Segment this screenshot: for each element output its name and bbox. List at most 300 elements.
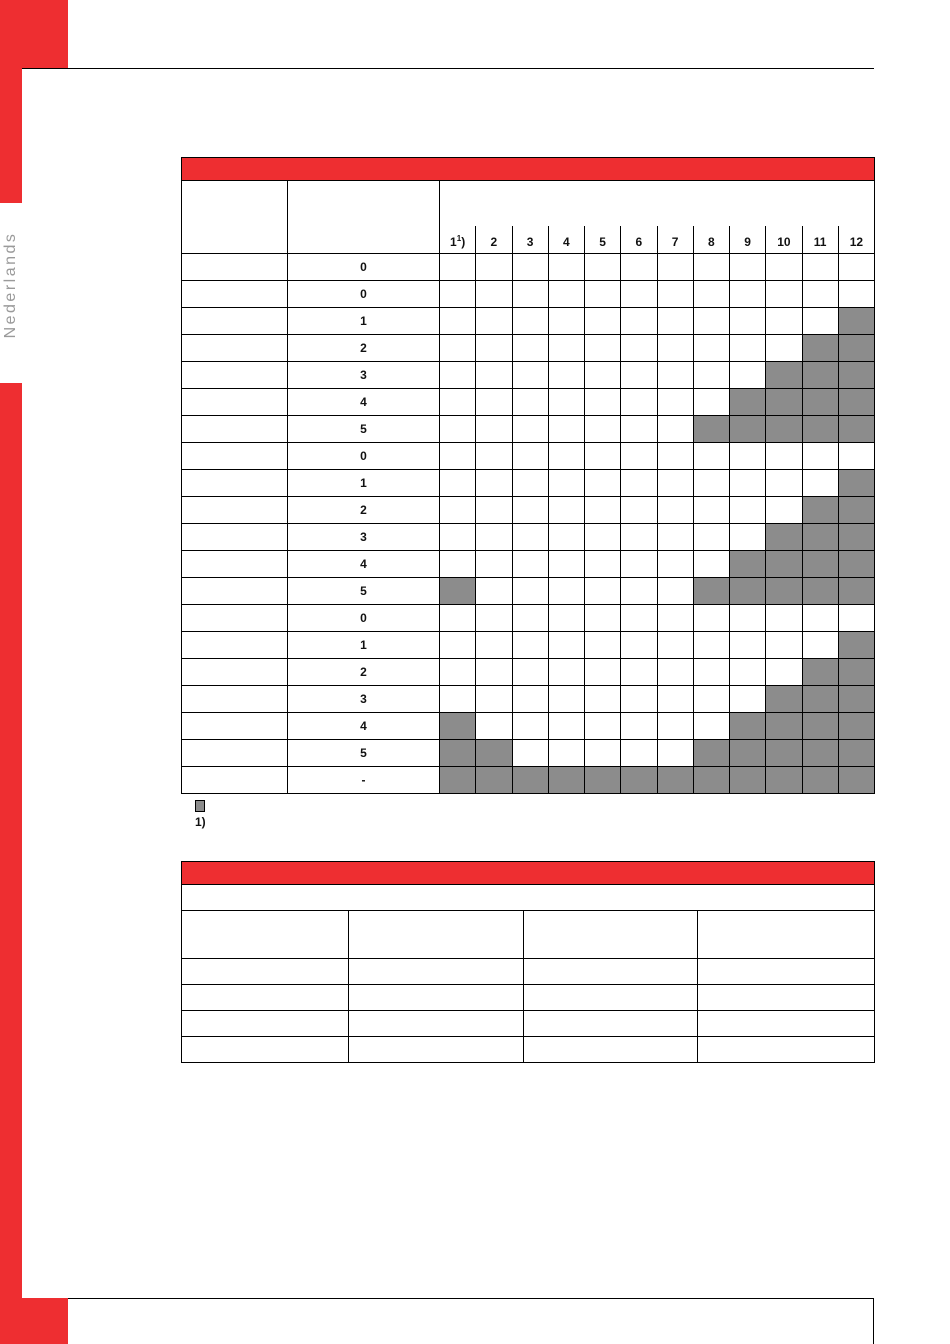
grid-cell xyxy=(548,362,584,389)
shaded-cell xyxy=(802,740,838,767)
table2-header-bar xyxy=(182,862,875,885)
grid-cell xyxy=(621,470,657,497)
column-header-5: 5 xyxy=(585,226,621,254)
shaded-cell xyxy=(657,767,693,794)
shaded-cell xyxy=(838,416,874,443)
shaded-cell xyxy=(838,740,874,767)
grid-cell xyxy=(657,308,693,335)
red-sidebar-top xyxy=(0,68,22,203)
grid-cell xyxy=(476,443,512,470)
row-value-cell: 0 xyxy=(288,254,440,281)
grid-cell xyxy=(512,551,548,578)
grid-cell xyxy=(440,362,476,389)
grid-cell xyxy=(476,335,512,362)
shaded-cell xyxy=(802,713,838,740)
shaded-cell xyxy=(802,497,838,524)
shaded-cell xyxy=(838,659,874,686)
grid-cell xyxy=(693,254,729,281)
grid-cell xyxy=(512,254,548,281)
row-label-cell xyxy=(182,740,288,767)
table-row xyxy=(182,443,875,470)
row-value-cell: 2 xyxy=(288,335,440,362)
grid-cell xyxy=(730,524,766,551)
grid-cell xyxy=(476,524,512,551)
language-label-text: Nederlands xyxy=(2,231,19,339)
shaded-cell xyxy=(693,767,729,794)
grid-cell xyxy=(838,281,874,308)
grid-cell xyxy=(657,551,693,578)
header-cell-columns xyxy=(440,181,875,226)
table-row xyxy=(182,308,875,335)
grid-cell xyxy=(476,281,512,308)
shaded-cell xyxy=(838,767,874,794)
red-tab-bottom xyxy=(0,1298,68,1344)
table-row xyxy=(182,524,875,551)
shaded-cell xyxy=(766,524,802,551)
grid-cell xyxy=(512,659,548,686)
shaded-cell xyxy=(802,659,838,686)
grid-cell xyxy=(585,551,621,578)
table2-cell xyxy=(349,959,524,985)
grid-cell xyxy=(476,254,512,281)
grid-cell xyxy=(621,551,657,578)
row-value-cell: 0 xyxy=(288,443,440,470)
grid-cell xyxy=(621,740,657,767)
grid-cell xyxy=(440,659,476,686)
grid-cell xyxy=(548,470,584,497)
shaded-cell xyxy=(621,767,657,794)
grid-cell xyxy=(512,389,548,416)
grid-cell xyxy=(440,254,476,281)
shaded-cell xyxy=(838,632,874,659)
table2-cell xyxy=(524,959,698,985)
grid-cell xyxy=(476,308,512,335)
grid-cell xyxy=(512,335,548,362)
table-row xyxy=(182,578,875,605)
grid-cell xyxy=(621,686,657,713)
table-row xyxy=(182,254,875,281)
row-label-cell xyxy=(182,713,288,740)
grid-cell xyxy=(802,281,838,308)
grid-cell xyxy=(548,254,584,281)
grid-cell xyxy=(766,335,802,362)
grid-cell xyxy=(585,686,621,713)
grid-cell xyxy=(476,416,512,443)
shaded-cell xyxy=(730,551,766,578)
row-value-cell: 4 xyxy=(288,389,440,416)
shaded-cell xyxy=(766,416,802,443)
grid-cell xyxy=(621,578,657,605)
shaded-cell xyxy=(802,578,838,605)
grid-cell xyxy=(512,605,548,632)
shaded-cell xyxy=(440,767,476,794)
grid-cell xyxy=(476,605,512,632)
table-row xyxy=(182,632,875,659)
table-row xyxy=(182,740,875,767)
grid-cell xyxy=(657,389,693,416)
grid-cell xyxy=(621,632,657,659)
grid-cell xyxy=(548,497,584,524)
grid-cell xyxy=(476,389,512,416)
row-label-cell xyxy=(182,767,288,794)
grid-cell xyxy=(440,605,476,632)
grid-cell xyxy=(548,443,584,470)
grid-cell xyxy=(730,497,766,524)
grid-cell xyxy=(621,497,657,524)
table2-cell xyxy=(349,1011,524,1037)
grid-cell xyxy=(657,632,693,659)
table2-cell xyxy=(349,1037,524,1063)
grid-cell xyxy=(621,416,657,443)
column-header-9: 9 xyxy=(730,226,766,254)
grid-cell xyxy=(512,524,548,551)
row-label-cell xyxy=(182,632,288,659)
grid-cell xyxy=(693,389,729,416)
grid-cell xyxy=(693,686,729,713)
grid-cell xyxy=(440,632,476,659)
shaded-cell xyxy=(440,740,476,767)
grid-cell xyxy=(621,713,657,740)
grid-cell xyxy=(657,254,693,281)
grid-cell xyxy=(476,497,512,524)
column-header-11: 11 xyxy=(802,226,838,254)
grid-cell xyxy=(621,443,657,470)
grid-cell xyxy=(548,308,584,335)
row-label-cell xyxy=(182,659,288,686)
shaded-cell xyxy=(730,416,766,443)
grid-cell xyxy=(548,281,584,308)
table-row xyxy=(182,713,875,740)
row-value-cell: 1 xyxy=(288,632,440,659)
grid-cell xyxy=(585,713,621,740)
shaded-cell xyxy=(766,362,802,389)
grid-cell xyxy=(548,632,584,659)
header-cell-b xyxy=(288,181,440,254)
column-header-1: $1^1$) xyxy=(440,226,476,254)
column-header-8: 8 xyxy=(693,226,729,254)
grid-cell xyxy=(440,443,476,470)
grid-cell xyxy=(621,659,657,686)
shaded-cell xyxy=(838,470,874,497)
row-label-cell xyxy=(182,443,288,470)
grid-cell xyxy=(693,524,729,551)
grid-cell xyxy=(657,281,693,308)
header-cell-a xyxy=(182,181,288,254)
grid-cell xyxy=(802,308,838,335)
grid-cell xyxy=(548,578,584,605)
row-label-cell xyxy=(182,551,288,578)
row-label-cell xyxy=(182,497,288,524)
red-sidebar-bottom xyxy=(0,383,22,1298)
shaded-cell xyxy=(802,335,838,362)
grid-cell xyxy=(512,470,548,497)
grid-cell xyxy=(802,632,838,659)
grid-cell xyxy=(657,470,693,497)
table-row xyxy=(182,470,875,497)
grid-cell xyxy=(585,470,621,497)
second-table xyxy=(181,861,875,1063)
grid-cell xyxy=(548,416,584,443)
grid-cell xyxy=(693,308,729,335)
shaded-cell xyxy=(730,767,766,794)
table-row xyxy=(182,389,875,416)
shaded-cell xyxy=(802,416,838,443)
grid-cell xyxy=(730,605,766,632)
grid-cell xyxy=(512,713,548,740)
row-label-cell xyxy=(182,308,288,335)
shaded-cell xyxy=(693,578,729,605)
grid-cell xyxy=(693,605,729,632)
bottom-right-rule xyxy=(873,1298,874,1344)
table-row xyxy=(182,659,875,686)
grid-cell xyxy=(585,578,621,605)
shaded-cell xyxy=(838,308,874,335)
grid-cell xyxy=(657,686,693,713)
shaded-cell xyxy=(766,686,802,713)
row-label-cell xyxy=(182,605,288,632)
grid-cell xyxy=(621,524,657,551)
grid-cell xyxy=(766,497,802,524)
grid-cell xyxy=(766,443,802,470)
shaded-cell xyxy=(512,767,548,794)
table-row xyxy=(182,605,875,632)
table2-cell xyxy=(698,1011,875,1037)
grid-cell xyxy=(548,551,584,578)
grid-cell xyxy=(548,335,584,362)
table-row xyxy=(182,497,875,524)
shaded-cell xyxy=(730,578,766,605)
shaded-cell xyxy=(802,767,838,794)
grid-cell xyxy=(730,470,766,497)
grid-cell xyxy=(476,686,512,713)
shaded-cell xyxy=(766,389,802,416)
grid-cell xyxy=(548,605,584,632)
grid-cell xyxy=(657,497,693,524)
shaded-cell xyxy=(802,389,838,416)
grid-cell xyxy=(657,740,693,767)
shaded-cell xyxy=(476,767,512,794)
grid-cell xyxy=(440,524,476,551)
top-rule xyxy=(22,68,874,69)
grid-cell xyxy=(548,740,584,767)
table2-subheader xyxy=(182,885,875,911)
grid-cell xyxy=(766,632,802,659)
shaded-cell xyxy=(693,416,729,443)
bottom-rule xyxy=(68,1298,874,1299)
shaded-cell xyxy=(802,551,838,578)
grid-cell xyxy=(802,605,838,632)
grid-cell xyxy=(838,254,874,281)
grid-cell xyxy=(512,416,548,443)
row-value-cell: 3 xyxy=(288,362,440,389)
shaded-cell xyxy=(693,740,729,767)
grid-cell xyxy=(730,659,766,686)
grid-cell xyxy=(802,254,838,281)
table2-cell xyxy=(524,985,698,1011)
grid-cell xyxy=(621,254,657,281)
shaded-cell xyxy=(476,740,512,767)
row-label-cell xyxy=(182,389,288,416)
column-header-10: 10 xyxy=(766,226,802,254)
grid-cell xyxy=(730,443,766,470)
grid-cell xyxy=(621,605,657,632)
shaded-cell xyxy=(838,362,874,389)
grid-cell xyxy=(766,605,802,632)
grid-cell xyxy=(548,659,584,686)
grid-cell xyxy=(476,659,512,686)
grid-cell xyxy=(476,470,512,497)
column-header-3: 3 xyxy=(512,226,548,254)
row-value-cell: 3 xyxy=(288,524,440,551)
grid-cell xyxy=(440,335,476,362)
grid-cell xyxy=(693,335,729,362)
grid-cell xyxy=(585,416,621,443)
row-value-cell: 5 xyxy=(288,578,440,605)
shaded-cell xyxy=(838,578,874,605)
row-label-cell xyxy=(182,578,288,605)
grid-cell xyxy=(621,335,657,362)
grid-cell xyxy=(476,632,512,659)
grid-cell xyxy=(730,686,766,713)
shaded-cell xyxy=(838,551,874,578)
grid-cell xyxy=(838,443,874,470)
grid-cell xyxy=(730,254,766,281)
shaded-cell xyxy=(838,335,874,362)
shaded-cell xyxy=(838,686,874,713)
grid-cell xyxy=(693,659,729,686)
shaded-cell xyxy=(766,740,802,767)
shaded-cell xyxy=(802,362,838,389)
table2-head-cell xyxy=(182,911,349,959)
shaded-cell xyxy=(766,713,802,740)
grid-cell xyxy=(838,605,874,632)
column-header-12: 12 xyxy=(838,226,874,254)
grid-cell xyxy=(585,443,621,470)
column-header-6: 6 xyxy=(621,226,657,254)
table-row xyxy=(182,551,875,578)
grid-cell xyxy=(693,632,729,659)
shaded-cell xyxy=(585,767,621,794)
table-row xyxy=(182,686,875,713)
row-value-cell: 5 xyxy=(288,416,440,443)
grid-cell xyxy=(585,254,621,281)
shaded-cell xyxy=(802,686,838,713)
grid-cell xyxy=(585,389,621,416)
grid-cell xyxy=(730,281,766,308)
grid-cell xyxy=(621,308,657,335)
row-value-cell: 4 xyxy=(288,551,440,578)
grid-cell xyxy=(548,524,584,551)
grid-cell xyxy=(693,470,729,497)
grid-cell xyxy=(548,389,584,416)
grid-cell xyxy=(512,362,548,389)
row-label-cell xyxy=(182,470,288,497)
row-label-cell xyxy=(182,686,288,713)
row-label-cell xyxy=(182,254,288,281)
grid-cell xyxy=(693,362,729,389)
column-header-7: 7 xyxy=(657,226,693,254)
grid-cell xyxy=(657,335,693,362)
shaded-cell xyxy=(766,767,802,794)
legend xyxy=(195,800,206,829)
column-header-2: 2 xyxy=(476,226,512,254)
table-row xyxy=(182,416,875,443)
shaded-cell xyxy=(766,551,802,578)
grid-cell xyxy=(621,362,657,389)
grid-cell xyxy=(730,632,766,659)
footnote-marker: 1) xyxy=(195,815,206,829)
row-value-cell: - xyxy=(288,767,440,794)
grid-cell xyxy=(657,605,693,632)
row-label-cell xyxy=(182,281,288,308)
grid-cell xyxy=(512,443,548,470)
grid-cell xyxy=(585,524,621,551)
shaded-cell xyxy=(766,578,802,605)
table2-row xyxy=(182,959,875,985)
table-row xyxy=(182,281,875,308)
grid-cell xyxy=(512,740,548,767)
grid-cell xyxy=(766,470,802,497)
shaded-cell xyxy=(440,713,476,740)
table-row xyxy=(182,767,875,794)
grid-cell xyxy=(802,443,838,470)
grid-cell xyxy=(512,308,548,335)
row-value-cell: 0 xyxy=(288,605,440,632)
shaded-cell xyxy=(548,767,584,794)
row-value-cell: 1 xyxy=(288,470,440,497)
shaded-cell xyxy=(730,740,766,767)
table2-row xyxy=(182,1011,875,1037)
table2-row xyxy=(182,1037,875,1063)
grid-cell xyxy=(766,659,802,686)
table2-row xyxy=(182,985,875,1011)
grid-cell xyxy=(440,497,476,524)
grid-cell xyxy=(585,632,621,659)
grid-cell xyxy=(657,713,693,740)
grid-cell xyxy=(657,578,693,605)
grid-cell xyxy=(512,497,548,524)
row-value-cell: 2 xyxy=(288,659,440,686)
table-header-bar xyxy=(182,158,875,181)
grid-cell xyxy=(585,308,621,335)
grid-cell xyxy=(730,308,766,335)
table2-cell xyxy=(182,985,349,1011)
grid-cell xyxy=(730,362,766,389)
table2-cell xyxy=(698,1037,875,1063)
table2-cell xyxy=(182,1037,349,1063)
row-value-cell: 5 xyxy=(288,740,440,767)
table2-cell xyxy=(698,959,875,985)
table2-cell xyxy=(524,1037,698,1063)
red-tab-top xyxy=(0,0,68,68)
table2-head-cell xyxy=(349,911,524,959)
grid-cell xyxy=(585,740,621,767)
shaded-cell xyxy=(440,578,476,605)
row-label-cell xyxy=(182,362,288,389)
language-label xyxy=(0,185,22,385)
row-value-cell: 0 xyxy=(288,281,440,308)
grid-cell xyxy=(693,713,729,740)
grid-cell xyxy=(693,443,729,470)
row-label-cell xyxy=(182,416,288,443)
shaded-cell xyxy=(838,497,874,524)
column-header-4: 4 xyxy=(548,226,584,254)
grid-cell xyxy=(440,551,476,578)
shaded-cell xyxy=(838,524,874,551)
table-row xyxy=(182,362,875,389)
grid-cell xyxy=(476,551,512,578)
shaded-cell xyxy=(838,389,874,416)
